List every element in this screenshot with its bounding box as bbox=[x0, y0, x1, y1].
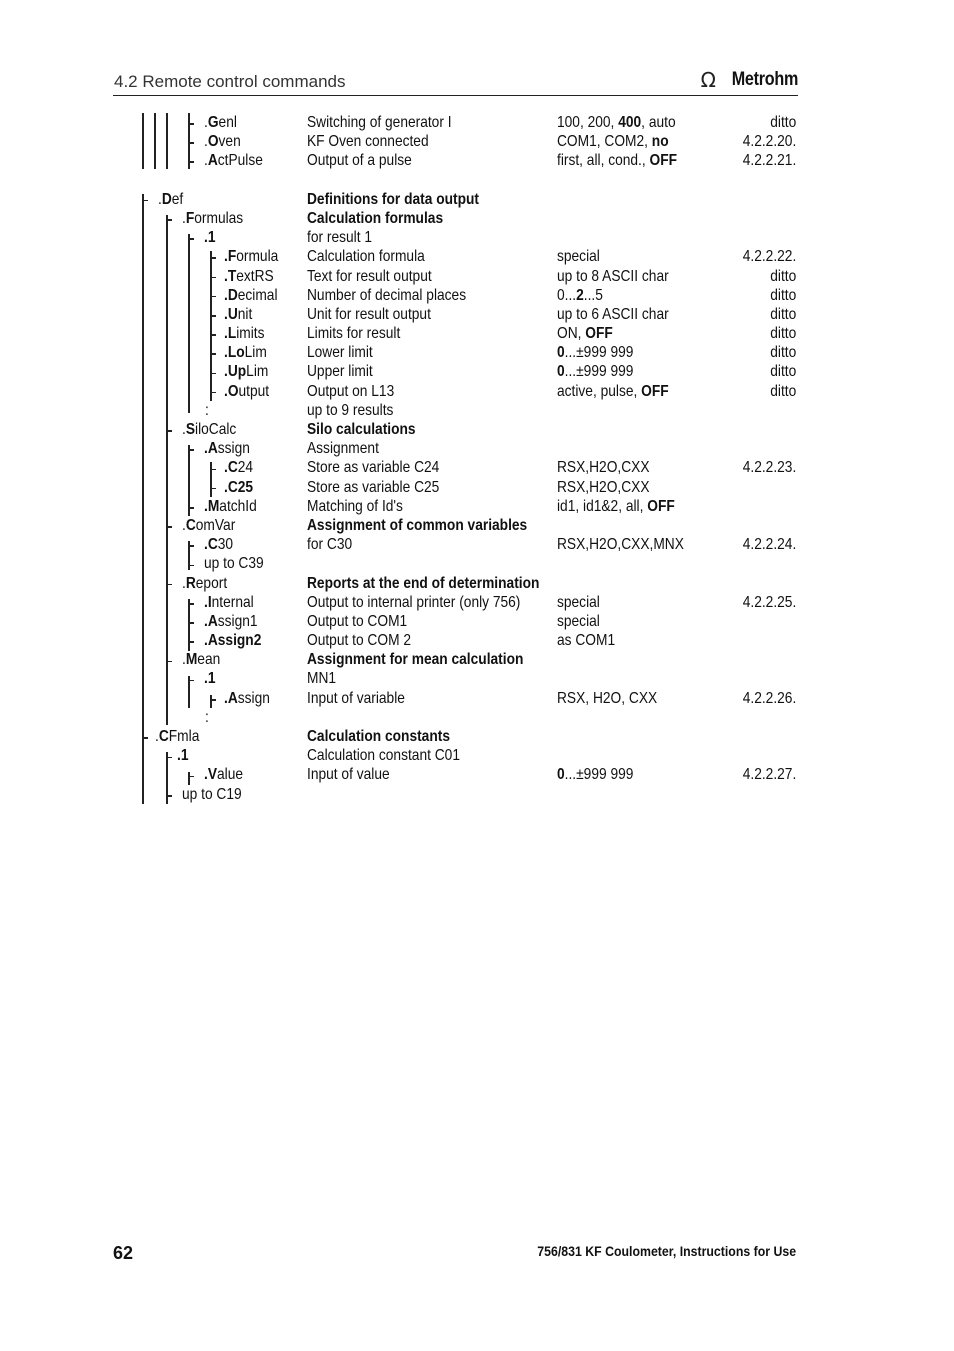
description-cell: Input of variable bbox=[307, 689, 405, 707]
tree-connector-line bbox=[142, 113, 144, 169]
description-cell: Text for result output bbox=[307, 267, 432, 285]
command-cell: up to C39 bbox=[204, 555, 264, 573]
command-cell: .Assign bbox=[204, 440, 250, 458]
tree-connector-line bbox=[210, 695, 212, 708]
values-cell: special bbox=[557, 612, 600, 630]
values-cell: RSX,H2O,CXX bbox=[557, 459, 650, 477]
section-ref-cell: ditto bbox=[769, 305, 796, 323]
section-title: 4.2 Remote control commands bbox=[114, 72, 346, 91]
command-cell: .Oven bbox=[204, 133, 241, 151]
tree-connector-line bbox=[188, 676, 190, 709]
tree-connector-line bbox=[166, 752, 168, 804]
description-cell: Lower limit bbox=[307, 344, 373, 362]
description-cell: Output of a pulse bbox=[307, 152, 412, 170]
command-cell: .Value bbox=[204, 766, 244, 784]
tree-connector-line bbox=[188, 113, 190, 169]
values-cell: 0...±999 999 bbox=[557, 344, 634, 362]
description-cell: Upper limit bbox=[307, 363, 373, 381]
description-cell: Assignment bbox=[307, 440, 379, 458]
tree-connector-line bbox=[166, 113, 168, 169]
command-cell: .LoLim bbox=[224, 344, 267, 362]
description-cell: Silo calculations bbox=[307, 421, 416, 438]
section-ref-cell: ditto bbox=[769, 344, 796, 362]
command-cell: up to C19 bbox=[182, 785, 242, 803]
description-cell: Input of value bbox=[307, 766, 390, 784]
values-cell: 0...±999 999 bbox=[557, 766, 634, 784]
command-cell: .Assign1 bbox=[204, 612, 258, 630]
values-cell: RSX,H2O,CXX bbox=[557, 478, 650, 496]
command-cell: .Assign2 bbox=[204, 632, 262, 650]
command-cell: .C25 bbox=[224, 478, 254, 496]
description-cell: KF Oven connected bbox=[307, 133, 429, 151]
description-cell: for C30 bbox=[307, 536, 353, 554]
section-ref-cell: ditto bbox=[769, 267, 796, 285]
description-cell: Calculation formula bbox=[307, 248, 425, 266]
description-cell: MN1 bbox=[307, 670, 337, 688]
description-cell: Reports at the end of determination bbox=[307, 574, 540, 592]
command-cell: .Limits bbox=[224, 325, 265, 343]
command-cell: .Genl bbox=[204, 114, 237, 131]
description-cell: Number of decimal places bbox=[307, 286, 467, 304]
values-cell: RSX, H2O, CXX bbox=[557, 689, 658, 707]
tree-connector-line bbox=[188, 541, 190, 570]
values-cell: up to 8 ASCII char bbox=[557, 267, 669, 285]
command-cell: .Mean bbox=[182, 651, 221, 669]
command-cell: .MatchId bbox=[204, 497, 257, 515]
description-cell: Assignment for mean calculation bbox=[307, 651, 524, 669]
command-cell: .Unit bbox=[224, 305, 253, 323]
values-cell: ON, OFF bbox=[557, 325, 613, 343]
values-cell: special bbox=[557, 248, 600, 266]
tree-connector-line bbox=[188, 234, 190, 413]
command-cell: .UpLim bbox=[224, 363, 269, 381]
section-ref-cell: 4.2.2.22. bbox=[742, 248, 796, 266]
description-cell: Calculation constants bbox=[307, 728, 450, 745]
tree-connector-line bbox=[142, 194, 144, 805]
logo-text: Metrohm bbox=[731, 69, 798, 90]
command-cell: .1 bbox=[177, 747, 189, 765]
section-ref-cell: 4.2.2.23. bbox=[742, 459, 796, 477]
section-ref-cell: 4.2.2.24. bbox=[742, 536, 796, 554]
description-cell: Definitions for data output bbox=[307, 190, 479, 208]
section-ref-cell: 4.2.2.25. bbox=[742, 593, 796, 611]
command-cell: .Report bbox=[182, 574, 228, 592]
tree-connector-line bbox=[210, 251, 212, 401]
description-cell: Store as variable C24 bbox=[307, 459, 440, 477]
description-cell: Output to COM1 bbox=[307, 612, 408, 630]
values-cell: RSX,H2O,CXX,MNX bbox=[557, 536, 684, 554]
command-cell: .1 bbox=[204, 229, 216, 247]
command-cell: .TextRS bbox=[224, 267, 274, 285]
values-cell: active, pulse, OFF bbox=[557, 382, 669, 400]
command-cell: .SiloCalc bbox=[182, 421, 237, 438]
command-cell: .C24 bbox=[224, 459, 254, 477]
values-cell: 0...±999 999 bbox=[557, 363, 634, 381]
section-ref-cell: ditto bbox=[769, 325, 796, 343]
command-cell: : bbox=[205, 708, 209, 726]
command-cell: .CFmla bbox=[155, 728, 200, 745]
document-title: 756/831 KF Coulometer, Instructions for Use bbox=[537, 1243, 796, 1259]
values-cell: up to 6 ASCII char bbox=[557, 305, 669, 323]
command-cell: .Formula bbox=[224, 248, 279, 266]
command-cell: .Assign bbox=[224, 689, 270, 707]
values-cell: 0...2...5 bbox=[557, 286, 603, 304]
section-ref-cell: 4.2.2.26. bbox=[742, 689, 796, 707]
description-cell: up to 9 results bbox=[307, 401, 394, 419]
section-ref-cell: ditto bbox=[769, 114, 796, 131]
command-tree-table bbox=[0, 113, 954, 804]
description-cell: Unit for result output bbox=[307, 305, 431, 323]
description-cell: Output to internal printer (only 756) bbox=[307, 593, 521, 611]
section-ref-cell: ditto bbox=[769, 286, 796, 304]
command-cell: .C30 bbox=[204, 536, 234, 554]
omega-icon: Ω bbox=[700, 68, 716, 92]
tree-connector-line bbox=[166, 215, 168, 726]
tree-connector-line bbox=[188, 445, 190, 516]
description-cell: Switching of generator I bbox=[307, 114, 452, 131]
command-cell: .ActPulse bbox=[204, 152, 263, 170]
values-cell: COM1, COM2, no bbox=[557, 133, 669, 151]
description-cell: Matching of Id's bbox=[307, 497, 403, 515]
values-cell: as COM1 bbox=[557, 632, 616, 650]
description-cell: Store as variable C25 bbox=[307, 478, 440, 496]
description-cell: Calculation constant C01 bbox=[307, 747, 460, 765]
section-ref-cell: 4.2.2.21. bbox=[742, 152, 796, 170]
tree-connector-line bbox=[210, 462, 212, 497]
tree-connector-line bbox=[188, 599, 190, 651]
values-cell: id1, id1&2, all, OFF bbox=[557, 497, 675, 515]
description-cell: Assignment of common variables bbox=[307, 516, 528, 534]
tree-connector-line bbox=[154, 113, 156, 169]
page-header bbox=[113, 70, 798, 96]
section-ref-cell: 4.2.2.20. bbox=[742, 133, 796, 151]
values-cell: 100, 200, 400, auto bbox=[557, 114, 676, 131]
page-number: 62 bbox=[113, 1243, 134, 1263]
command-cell: .ComVar bbox=[182, 516, 236, 534]
description-cell: Limits for result bbox=[307, 325, 401, 343]
command-cell: .1 bbox=[204, 670, 216, 688]
description-cell: Calculation formulas bbox=[307, 209, 444, 227]
command-cell: .Formulas bbox=[182, 209, 244, 227]
description-cell: Output to COM 2 bbox=[307, 632, 412, 650]
values-cell: first, all, cond., OFF bbox=[557, 152, 678, 170]
tree-connector-line bbox=[188, 772, 190, 785]
metrohm-logo bbox=[701, 68, 798, 92]
command-cell: .Def bbox=[158, 190, 184, 208]
table-row bbox=[0, 171, 954, 190]
section-ref-cell: ditto bbox=[769, 363, 796, 381]
section-ref-cell: 4.2.2.27. bbox=[742, 766, 796, 784]
command-cell: .Internal bbox=[204, 593, 254, 611]
description-cell: Output on L13 bbox=[307, 382, 395, 400]
values-cell: special bbox=[557, 593, 600, 611]
section-ref-cell: ditto bbox=[769, 382, 796, 400]
description-cell: for result 1 bbox=[307, 229, 373, 247]
command-cell: .Output bbox=[224, 382, 270, 400]
command-cell: .Decimal bbox=[224, 286, 278, 304]
command-cell: : bbox=[205, 401, 209, 419]
